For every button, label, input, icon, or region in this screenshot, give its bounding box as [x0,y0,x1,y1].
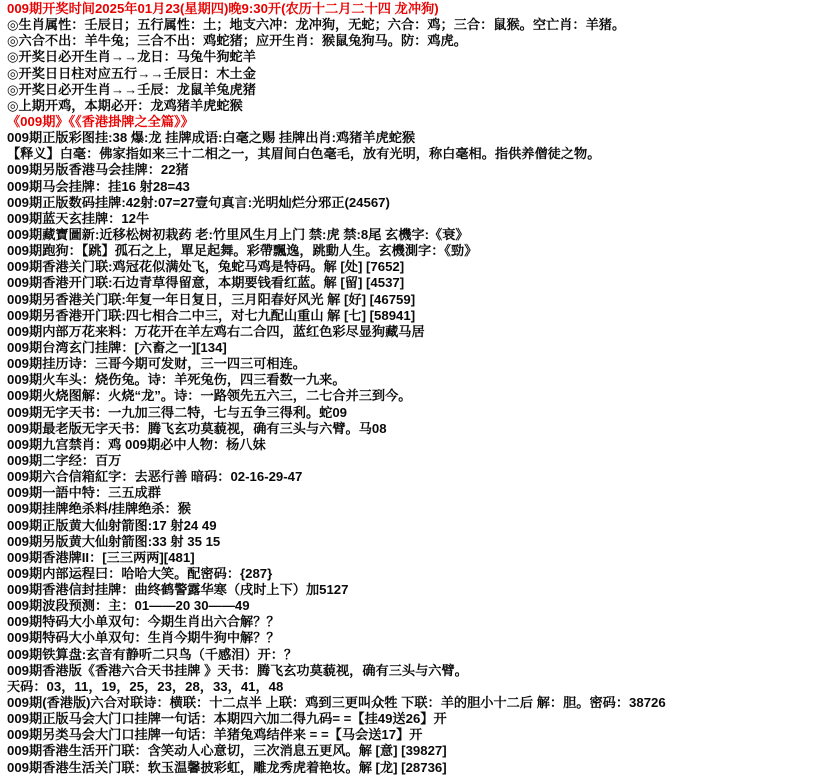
text-line: 009期香港生活关门联：软玉温馨披彩虹，雕龙秀虎着艳妆。解 [龙] [28736] [7,759,447,775]
text-line: 009期另类马会大门口挂牌一句话：羊猪兔鸡结伴来 = =【马会送17】开 [7,727,423,743]
text-line: 天码：03，11，19，25，23，28，33，41，48 [7,678,284,694]
text-line: 009期香港信封挂牌：曲终鹤警露华寒（戌时上下）加5127 [7,582,349,598]
text-line: ◎上期开鸡，本期必开：龙鸡猪羊虎蛇猴 [7,97,243,113]
text-line: 009期香港关门联:鸡冠花似满处飞，兔蛇马鸡是特码。解 [处] [7652] [7,259,405,275]
text-lines-container [7,1,831,776]
text-line: 009期正版黄大仙射箭图:17 射24 49 [7,517,217,533]
text-line: 009期特码大小单双句：生肖今期牛狗中解？？ [7,630,280,646]
text-line: 009期正版马会大门口挂牌一句话：本期四六加二得九码= =【挂49送26】开 [7,711,447,727]
text-line: 009期火烧图解：火烧“龙”。诗：一路领先五六三，二七合并三到今。 [7,388,412,404]
text-line: 009期(香港版)六合对联诗：横联：十二点半 上联：鸡到三更叫众牲 下联：羊的胆小十二后 解：胆。密码：38726 [7,695,666,711]
text-line: 009期香港生活开门联：含笑动人心意切，三次消息五更风。解 [意] [39827] [7,743,447,759]
highlighted-text-line: 009期开奖时间2025年01月23(星期四)晚9:30开(农历十二月二十四 龙冲狗) [7,1,439,16]
text-line: ◎生肖属性：壬辰日；五行属性：土；地支六冲：龙冲狗，无蛇；六合：鸡；三合：鼠猴。空亡肖：羊猪。 [7,17,626,33]
text-line: 009期蓝天玄挂牌：12牛 [7,210,150,226]
text-line: ◎开奖日日柱对应五行→→壬辰日：木土金 [7,65,256,81]
text-line: ◎开奖日必开生肖→→龙日：马兔牛狗蛇羊 [7,49,256,65]
text-line: 009期铁算盘:玄音有静听二只鸟（千感泪）开：？ [7,646,298,662]
text-line: 009期无字天书：一九加三得二特，七与五争三得利。蛇09 [7,404,347,420]
text-line: 【释义】白毫：佛家指如来三十二相之一，其眉间白色毫毛，放有光明，称白毫相。指供养僧徒之物。 [7,146,601,162]
text-line: 009期香港版《香港六合天书挂牌 》天书：腾飞玄功莫藐视，确有三头与六臂。 [7,662,468,678]
text-line: 009期内部运程曰：哈哈大笑。配密码：{287} [7,565,273,581]
text-line: 009期另香港关门联:年复一年日复日，三月阳春好风光 解 [好] [46759] [7,291,416,307]
text-line: 009期香港开门联:石边青草得留意，本期要钱看红蓝。解 [留] [4537] [7,275,405,291]
text-line: 009期香港牌II：[三三两两][481] [7,549,195,565]
text-line: 009期正版彩图挂:38 爆:龙 挂牌成语:白毫之赐 挂牌出肖:鸡猪羊虎蛇猴 [7,130,416,146]
text-line: 009期波段预测：主：01——20 30——49 [7,598,250,614]
text-line: 009期特码大小单双句：今期生肖出六合解？？ [7,614,280,630]
text-line: 009期一語中特：三五成群 [7,485,161,501]
highlighted-text-line: 《009期》《《香港掛牌之全篇》》 [7,113,194,129]
text-line: 009期二字经：百万 [7,452,122,468]
text-line: 009期另版香港马会挂牌：22猪 [7,162,189,178]
text-line: 009期挂牌绝杀料/挂牌绝杀：猴 [7,501,191,517]
text-line: 009期内部万花来料：万花开在羊左鸡右二合四，蓝红色彩尽显狗藏马居 [7,323,425,339]
text-line: 009期台湾玄门挂牌：[六畜之一][134] [7,339,227,355]
text-line: 009期挂历诗：三哥今期可发财，三一四三可相连。 [7,356,306,372]
text-line: 009期火车头：烧伤兔。诗：羊死兔伤，四三看数一九来。 [7,372,346,388]
text-line: ◎开奖日必开生肖→→壬辰：龙鼠羊兔虎猪 [7,81,256,97]
text-line: 009期马会挂牌：挂16 射28=43 [7,178,190,194]
text-line: 009期另版黄大仙射箭图:33 射 35 15 [7,533,221,549]
text-line: 009期正版数码挂牌:42射:07=27壹句真言:光明灿烂分邪正(24567) [7,194,390,210]
text-line: 009期藏寶圖新:近移松树初栽药 老:竹里风生月上门 禁:虎 禁:8尾 玄機字:《衰》 [7,226,469,242]
text-line: 009期九宫禁肖：鸡 009期必中人物：杨八妹 [7,436,266,452]
text-line: 009期最老版无字天书：腾飞玄功莫藐视，确有三头与六臂。马08 [7,420,387,436]
text-line: ◎六合不出：羊牛兔；三合不出：鸡蛇猪；应开生肖：猴鼠兔狗马。防：鸡虎。 [7,33,467,49]
text-line: 009期跑狗：【跳】孤石之上，單足起舞。彩帶飄逸，跳動人生。玄機測字：《勁》 [7,243,478,259]
text-line: 009期另香港开门联:四七相合二中三，对七九配山重山 解 [七] [58941] [7,307,416,323]
text-line: 009期六合信箱紅字：去恶行善 暗码：02-16-29-47 [7,469,303,485]
